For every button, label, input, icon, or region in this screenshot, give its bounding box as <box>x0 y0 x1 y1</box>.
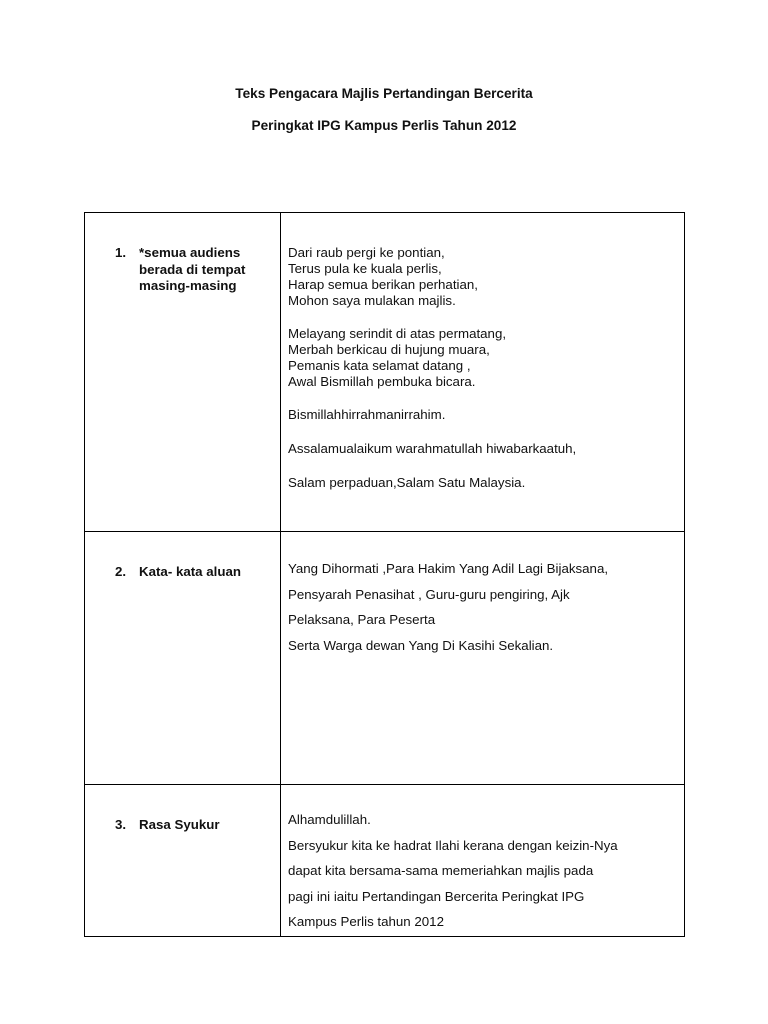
content-line: Serta Warga dewan Yang Di Kasihi Sekalian. <box>288 637 554 653</box>
document-subtitle: Peringkat IPG Kampus Perlis Tahun 2012 <box>251 118 517 133</box>
section-label: Rasa Syukur <box>139 817 220 832</box>
document-title: Teks Pengacara Majlis Pertandingan Bercerita <box>235 86 533 101</box>
section-label-line: *semua audiens <box>139 245 241 260</box>
greeting-line: Bismillahhirrahmanirrahim. <box>288 407 446 422</box>
section-content-cell <box>281 213 685 532</box>
content-line: Bersyukur kita ke hadrat Ilahi kerana dengan keizin-Nya <box>288 837 618 853</box>
verse-line: Dari raub pergi ke pontian, <box>288 245 445 260</box>
section-number: 2. <box>115 564 127 579</box>
greeting-line: Assalamualaikum warahmatullah hiwabarkaatuh, <box>288 441 577 456</box>
pantun-stanza <box>288 245 684 309</box>
content-line: Pelaksana, Para Peserta <box>288 612 436 627</box>
verse-line: Harap semua berikan perhatian, <box>288 277 478 292</box>
content-line: Kampus Perlis tahun 2012 <box>288 914 444 929</box>
content-line: Yang Dihormati ,Para Hakim Yang Adil Lagi Bijaksana, <box>288 561 609 576</box>
section-number: 3. <box>115 817 127 832</box>
table-row <box>85 532 685 785</box>
verse-line: Melayang serindit di atas permatang, <box>288 326 507 341</box>
content-line: Alhamdulillah. <box>288 812 371 827</box>
script-table <box>84 212 685 937</box>
verse-line: Awal Bismillah pembuka bicara. <box>288 374 476 389</box>
section-label-cell <box>85 785 281 937</box>
verse-line: Mohon saya mulakan majlis. <box>288 293 456 308</box>
pantun-stanza <box>288 326 684 390</box>
section-label-cell <box>85 213 281 532</box>
content-line: dapat kita bersama-sama memeriahkan majlis pada <box>288 863 594 878</box>
section-content-cell <box>281 785 685 937</box>
section-label-line: masing-masing <box>139 278 237 293</box>
section-number: 1. <box>115 245 127 260</box>
table-row <box>85 785 685 937</box>
section-label-line: berada di tempat <box>139 261 246 277</box>
section-label: Kata- kata aluan <box>139 564 241 579</box>
greeting-line: Salam perpaduan,Salam Satu Malaysia. <box>288 475 526 490</box>
section-content-cell <box>281 532 685 785</box>
verse-line: Merbah berkicau di hujung muara, <box>288 342 490 357</box>
verse-line: Pemanis kata selamat datang , <box>288 358 471 373</box>
table-row <box>85 213 685 532</box>
content-line: pagi ini iaitu Pertandingan Bercerita Peringkat IPG <box>288 888 585 904</box>
section-label-cell <box>85 532 281 785</box>
verse-line: Terus pula ke kuala perlis, <box>288 261 442 276</box>
content-line: Pensyarah Penasihat , Guru-guru pengiring, Ajk <box>288 586 570 602</box>
